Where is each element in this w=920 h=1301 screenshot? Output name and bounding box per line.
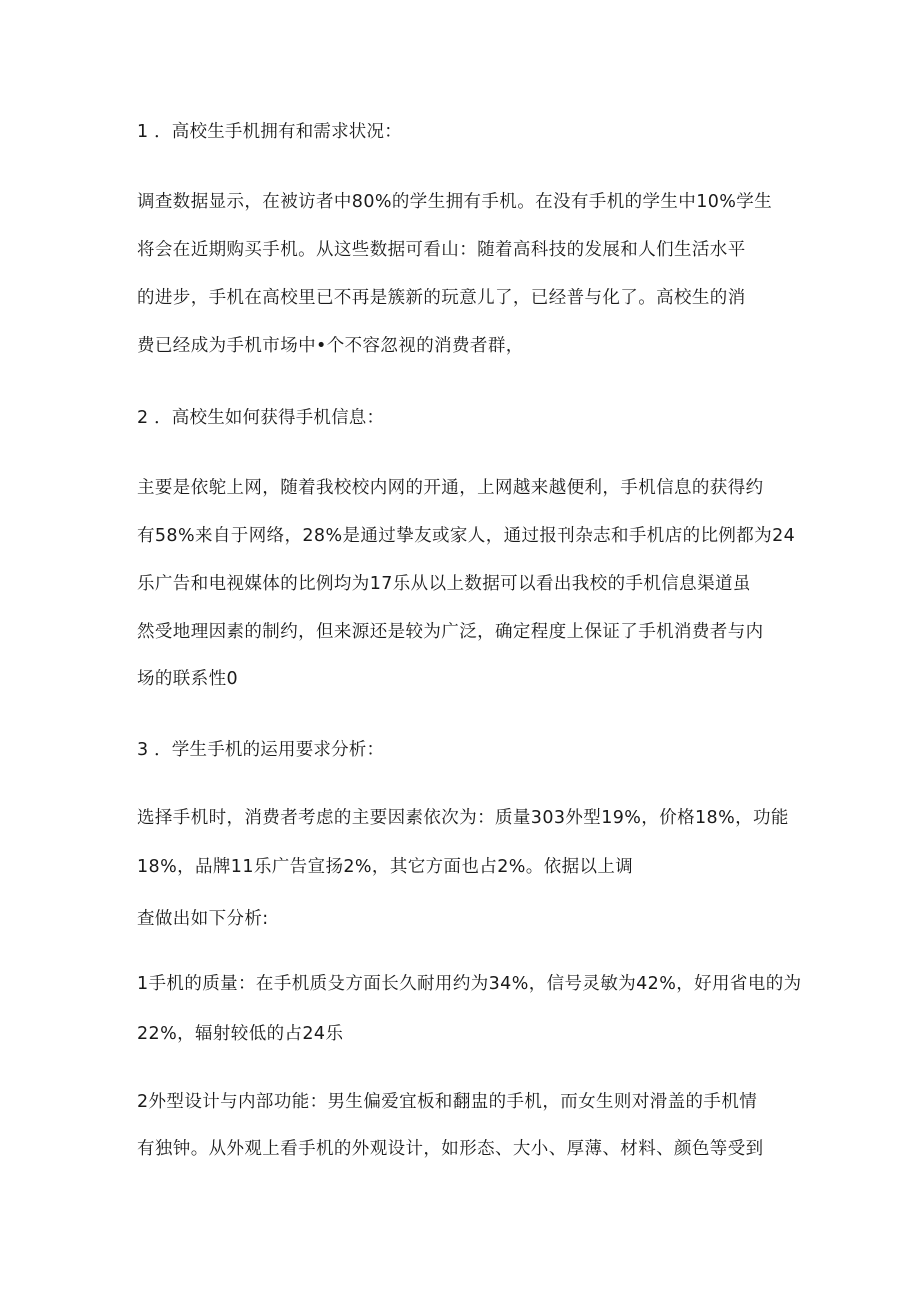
section-2-line-4: 然受地理因素的制约，但来源还是较为广泛，确定程度上保证了手机消费者与内 <box>137 622 764 642</box>
section-2-line-1: 主要是依鸵上网，随着我校校内网的开通，上网越来越便利，手机信息的获得约 <box>137 478 764 498</box>
section-1-line-4: 费已经成为手机市场中•个不容忽视的消费者群， <box>137 336 524 356</box>
section-2-line-2: 有58%来自于网络，28%是通过挚友或家人，通过报刊杂志和手机店的比例都为24 <box>137 526 796 546</box>
section-1-line-3: 的进步，手机在高校里已不再是簇新的玩意儿了，已经普与化了。高校生的消 <box>137 288 746 308</box>
section-3-tail: 查做出如下分析: <box>137 909 269 929</box>
section-3-line-1: 选择手机时，消费者考虑的主要因素依次为：质量303外型19%，价格18%，功能 <box>137 808 789 828</box>
section-1-line-2: 将会在近期购买手机。从这些数据可看山：随着高科技的发展和人们生活水平 <box>137 240 746 260</box>
item-2-line-1: 2外型设计与内部功能：男生偏爱宜板和翻盅的手机，而女生则对滑盖的手机情 <box>137 1092 758 1112</box>
section-2-line-5: 场的联系性0 <box>137 669 239 689</box>
section-2-heading: 2 ．高校生如何获得手机信息： <box>137 408 385 428</box>
item-1-line-2: 22%，辐射较低的占24乐 <box>137 1024 344 1044</box>
item-1-line-1: 1手机的质量：在手机质殳方面长久耐用约为34%，信号灵敏为42%，好用省电的为 <box>137 974 802 994</box>
section-1-heading: 1 ．高校生手机拥有和需求状况： <box>137 122 402 142</box>
section-3-heading: 3 ．学生手机的运用要求分析： <box>137 740 385 760</box>
item-2-line-2: 有独钟。从外观上看手机的外观设计，如形态、大小、厚薄、材料、颜色等受到 <box>137 1139 764 1159</box>
section-2-line-3: 乐广告和电视媒体的比例均为17乐从以上数据可以看出我校的手机信息渠道虽 <box>137 574 751 594</box>
section-3-line-2: 18%，品牌11乐广告宣扬2%，其它方面也占2%。依据以上调 <box>137 857 634 877</box>
section-1-line-1: 调查数据显示，在被访者中80%的学生拥有手机。在没有手机的学生中10%学生 <box>137 192 773 212</box>
